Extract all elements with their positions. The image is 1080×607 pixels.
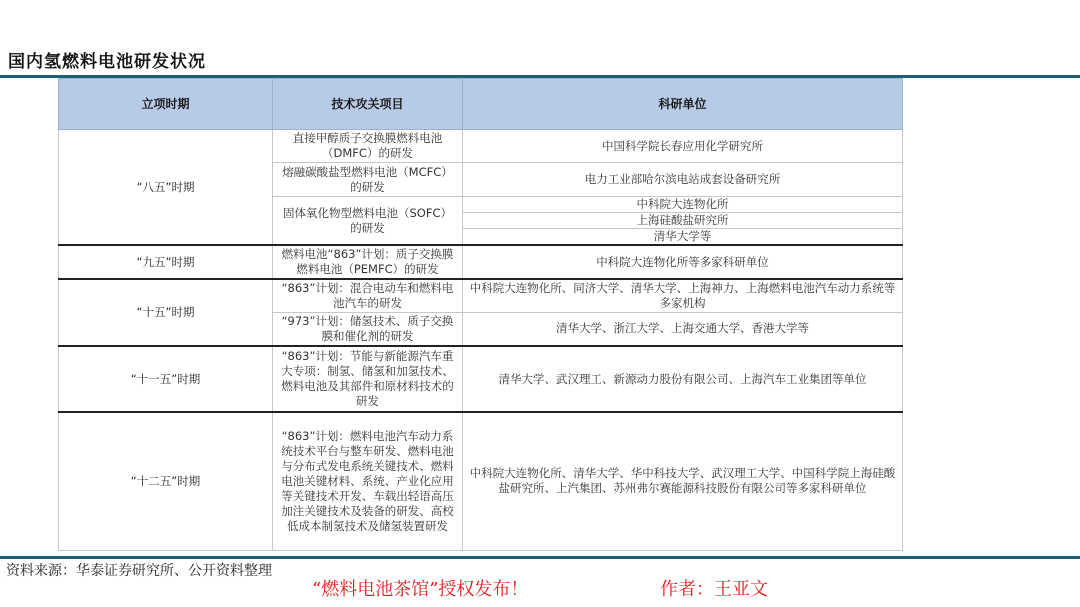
period-cell: “八五”时期 [59,130,273,246]
author-note: 作者：王亚文 [660,579,768,600]
source-note: 资料来源：华泰证券研究所、公开资料整理 [6,563,272,579]
table-row [59,346,903,412]
table-row [59,130,903,163]
project-cell: “863”计划：混合电动车和燃料电池汽车的研发 [273,279,463,312]
page-title: 国内氢燃料电池研发状况 [8,52,206,72]
header-project: 技术攻关项目 [273,79,463,130]
project-cell: “863”计划：节能与新能源汽车重大专项：制氢、储氢和加氢技术、燃料电池及其部件和原材料技术的研发 [273,346,463,412]
research-table-container [58,78,902,555]
period-cell: “十五”时期 [59,279,273,346]
table-row [59,245,903,279]
unit-cell: 上海硅酸盐研究所 [463,213,903,229]
unit-cell: 清华大学、浙江大学、上海交通大学、香港大学等 [463,312,903,346]
project-cell: 固体氧化物型燃料电池（SOFC）的研发 [273,197,463,246]
unit-cell: 中科院大连物化所、清华大学、华中科技大学、武汉理工大学、中国科学院上海硅酸盐研究所、上汽集团、苏州弗尔赛能源科技股份有限公司等多家科研单位 [463,412,903,550]
footer-divider [0,556,1080,559]
unit-cell: 清华大学等 [463,229,903,246]
unit-cell: 中科院大连物化所等多家科研单位 [463,245,903,279]
period-cell: “十二五”时期 [59,412,273,550]
period-cell: “十一五”时期 [59,346,273,412]
table-header-row [59,79,903,130]
header-unit: 科研单位 [463,79,903,130]
unit-cell: 中科院大连物化所、同济大学、清华大学、上海神力、上海燃料电池汽车动力系统等多家机构 [463,279,903,312]
research-table [58,78,903,551]
unit-cell: 中国科学院长春应用化学研究所 [463,130,903,163]
unit-cell: 中科院大连物化所 [463,197,903,213]
period-cell: “九五”时期 [59,245,273,279]
project-cell: 燃料电池“863”计划：质子交换膜燃料电池（PEMFC）的研发 [273,245,463,279]
unit-cell: 清华大学、武汉理工、新源动力股份有限公司、上海汽车工业集团等单位 [463,346,903,412]
table-row [59,412,903,550]
project-cell: “863”计划：燃料电池汽车动力系统技术平台与整车研发、燃料电池与分布式发电系统关键技术、燃料电池关键材料、系统、产业化应用等关键技术开发、车载出轻语高压加注关键技术及装备的研发、高校低成本制氢技术及储氢装置研发 [273,412,463,550]
project-cell: 直接甲醇质子交换膜燃料电池（DMFC）的研发 [273,130,463,163]
project-cell: “973”计划：储氢技术、质子交换膜和催化剂的研发 [273,312,463,346]
publish-note: “燃料电池茶馆”授权发布！ [312,579,529,600]
unit-cell: 电力工业部哈尔滨电站成套设备研究所 [463,163,903,197]
table-row [59,279,903,312]
project-cell: 熔融碳酸盐型燃料电池（MCFC）的研发 [273,163,463,197]
header-period: 立项时期 [59,79,273,130]
